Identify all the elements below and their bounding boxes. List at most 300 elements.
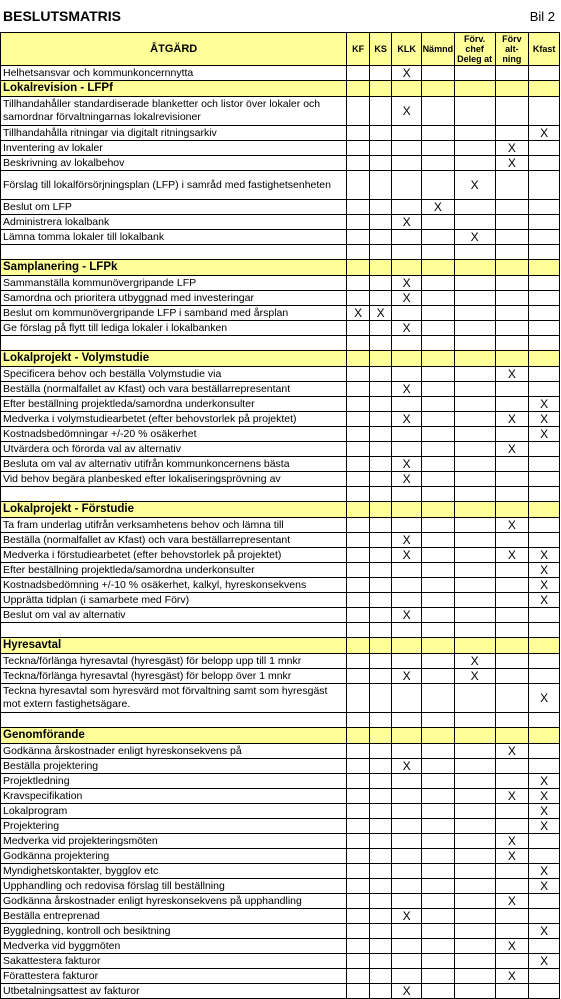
mark-cell xyxy=(347,156,369,171)
col-header-klk: KLK xyxy=(392,33,422,66)
mark-cell xyxy=(454,442,495,457)
mark-cell xyxy=(529,518,560,533)
mark-cell xyxy=(421,984,454,999)
spacer-cell xyxy=(421,713,454,728)
table-row xyxy=(1,909,560,924)
mark-cell xyxy=(529,276,560,291)
mark-cell xyxy=(369,954,391,969)
spacer-cell xyxy=(454,245,495,260)
spacer-row xyxy=(1,713,560,728)
x-mark: X xyxy=(402,547,411,562)
mark-cell xyxy=(421,276,454,291)
mark-cell xyxy=(421,789,454,804)
section-cell xyxy=(454,351,495,367)
mark-cell xyxy=(421,894,454,909)
mark-cell xyxy=(421,669,454,684)
action-cell: Medverka i förstudiearbetet (efter behovstorlek på projektet) xyxy=(1,548,347,563)
action-cell: Samordna och prioritera utbyggnad med investeringar xyxy=(1,291,347,306)
mark-cell xyxy=(454,306,495,321)
mark-cell xyxy=(495,593,529,608)
mark-cell xyxy=(529,141,560,156)
section-cell xyxy=(392,351,422,367)
x-mark: X xyxy=(402,290,411,305)
action-cell: Upprätta tidplan (i samarbete med Förv) xyxy=(1,593,347,608)
mark-cell xyxy=(454,804,495,819)
section-title: Lokalprojekt - Förstudie xyxy=(1,502,347,518)
table-row xyxy=(1,367,560,382)
mark-cell xyxy=(347,939,369,954)
x-mark: X xyxy=(507,155,516,170)
action-cell: Medverka vid projekteringsmöten xyxy=(1,834,347,849)
mark-cell xyxy=(347,608,369,623)
table-row xyxy=(1,593,560,608)
section-cell xyxy=(529,728,560,744)
mark-cell xyxy=(369,969,391,984)
mark-cell xyxy=(529,608,560,623)
mark-cell xyxy=(529,367,560,382)
mark-cell xyxy=(454,472,495,487)
section-cell xyxy=(369,638,391,654)
mark-cell xyxy=(392,321,422,336)
mark-cell xyxy=(347,834,369,849)
header-row xyxy=(1,33,560,66)
mark-cell xyxy=(495,382,529,397)
spacer-cell xyxy=(421,336,454,351)
section-cell xyxy=(454,260,495,276)
table-row xyxy=(1,684,560,713)
table-row xyxy=(1,291,560,306)
mark-cell xyxy=(369,382,391,397)
mark-cell xyxy=(369,894,391,909)
x-mark: X xyxy=(507,411,516,426)
table-row xyxy=(1,669,560,684)
mark-cell xyxy=(495,457,529,472)
mark-cell xyxy=(369,518,391,533)
mark-cell xyxy=(495,759,529,774)
mark-cell xyxy=(495,894,529,909)
table-row xyxy=(1,954,560,969)
mark-cell xyxy=(347,97,369,126)
x-mark: X xyxy=(540,788,549,803)
spacer-cell xyxy=(369,623,391,638)
spacer-cell xyxy=(454,336,495,351)
mark-cell xyxy=(421,442,454,457)
table-row xyxy=(1,744,560,759)
mark-cell xyxy=(454,654,495,669)
spacer-cell xyxy=(1,623,347,638)
mark-cell xyxy=(347,789,369,804)
spacer-cell xyxy=(347,713,369,728)
mark-cell xyxy=(392,126,422,141)
table-row xyxy=(1,759,560,774)
mark-cell xyxy=(347,276,369,291)
x-mark: X xyxy=(507,788,516,803)
mark-cell xyxy=(495,744,529,759)
action-cell: Beställa entreprenad xyxy=(1,909,347,924)
mark-cell xyxy=(454,200,495,215)
x-mark: X xyxy=(507,547,516,562)
mark-cell xyxy=(369,97,391,126)
mark-cell xyxy=(454,126,495,141)
spacer-cell xyxy=(454,713,495,728)
mark-cell xyxy=(369,669,391,684)
mark-cell xyxy=(495,939,529,954)
col-header-kf: KF xyxy=(347,33,369,66)
section-header-row xyxy=(1,260,560,276)
table-row xyxy=(1,472,560,487)
spacer-cell xyxy=(392,623,422,638)
x-mark: X xyxy=(540,125,549,140)
mark-cell xyxy=(347,367,369,382)
table-row xyxy=(1,200,560,215)
section-cell xyxy=(495,728,529,744)
section-cell xyxy=(529,638,560,654)
mark-cell xyxy=(392,774,422,789)
spacer-cell xyxy=(495,713,529,728)
spacer-row xyxy=(1,336,560,351)
x-mark: X xyxy=(470,668,479,683)
mark-cell xyxy=(369,578,391,593)
action-cell: Förslag till lokalförsörjningsplan (LFP) i samråd med fastighetsenheten xyxy=(1,171,347,200)
x-mark: X xyxy=(540,562,549,577)
mark-cell xyxy=(392,141,422,156)
mark-cell xyxy=(421,578,454,593)
spacer-cell xyxy=(369,245,391,260)
x-mark: X xyxy=(540,396,549,411)
mark-cell xyxy=(421,156,454,171)
mark-cell xyxy=(529,954,560,969)
mark-cell xyxy=(347,321,369,336)
mark-cell xyxy=(454,548,495,563)
action-cell: Upphandling och redovisa förslag till beställning xyxy=(1,879,347,894)
action-cell: Byggledning, kontroll och besiktning xyxy=(1,924,347,939)
action-cell: Inventering av lokaler xyxy=(1,141,347,156)
action-cell: Kostnadsbedömning +/-10 % osäkerhet, kalkyl, hyreskonsekvens xyxy=(1,578,347,593)
mark-cell xyxy=(392,593,422,608)
spacer-cell xyxy=(421,487,454,502)
action-cell: Kravspecifikation xyxy=(1,789,347,804)
action-cell: Medverka i volymstudiearbetet (efter behovstorlek på projektet) xyxy=(1,412,347,427)
mark-cell xyxy=(347,909,369,924)
mark-cell xyxy=(392,276,422,291)
mark-cell xyxy=(369,654,391,669)
section-cell xyxy=(392,81,422,97)
x-mark: X xyxy=(507,848,516,863)
mark-cell xyxy=(421,321,454,336)
mark-cell xyxy=(369,230,391,245)
x-mark: X xyxy=(540,923,549,938)
mark-cell xyxy=(369,397,391,412)
mark-cell xyxy=(421,171,454,200)
mark-cell xyxy=(495,654,529,669)
mark-cell xyxy=(495,276,529,291)
table-row xyxy=(1,141,560,156)
action-cell: Förattestera fakturor xyxy=(1,969,347,984)
mark-cell xyxy=(454,382,495,397)
action-cell: Lämna tomma lokaler till lokalbank xyxy=(1,230,347,245)
mark-cell xyxy=(495,230,529,245)
mark-cell xyxy=(495,984,529,999)
mark-cell xyxy=(392,684,422,713)
mark-cell xyxy=(392,66,422,81)
spacer-row xyxy=(1,623,560,638)
mark-cell xyxy=(495,200,529,215)
mark-cell xyxy=(369,533,391,548)
x-mark: X xyxy=(507,743,516,758)
mark-cell xyxy=(392,954,422,969)
action-cell: Godkänna årskostnader enligt hyreskonsekvens på xyxy=(1,744,347,759)
action-cell: Myndighetskontakter, bygglov etc xyxy=(1,864,347,879)
mark-cell xyxy=(454,608,495,623)
mark-cell xyxy=(495,819,529,834)
mark-cell xyxy=(495,563,529,578)
mark-cell xyxy=(392,789,422,804)
mark-cell xyxy=(454,156,495,171)
mark-cell xyxy=(495,864,529,879)
mark-cell xyxy=(392,156,422,171)
mark-cell xyxy=(421,200,454,215)
spacer-cell xyxy=(495,336,529,351)
mark-cell xyxy=(347,442,369,457)
section-cell xyxy=(347,502,369,518)
table-row xyxy=(1,879,560,894)
spacer-cell xyxy=(1,336,347,351)
mark-cell xyxy=(454,276,495,291)
mark-cell xyxy=(495,548,529,563)
mark-cell xyxy=(347,744,369,759)
mark-cell xyxy=(421,774,454,789)
mark-cell xyxy=(495,684,529,713)
mark-cell xyxy=(529,984,560,999)
mark-cell xyxy=(495,849,529,864)
mark-cell xyxy=(529,864,560,879)
mark-cell xyxy=(495,412,529,427)
section-cell xyxy=(421,728,454,744)
mark-cell xyxy=(369,472,391,487)
section-cell xyxy=(347,81,369,97)
mark-cell xyxy=(392,548,422,563)
mark-cell xyxy=(495,804,529,819)
mark-cell xyxy=(529,924,560,939)
x-mark: X xyxy=(507,517,516,532)
action-cell: Efter beställning projektleda/samordna underkonsulter xyxy=(1,563,347,578)
table-row xyxy=(1,548,560,563)
action-cell: Tillhandahålla ritningar via digitalt ritningsarkiv xyxy=(1,126,347,141)
mark-cell xyxy=(369,744,391,759)
table-row xyxy=(1,97,560,126)
x-mark: X xyxy=(402,456,411,471)
mark-cell xyxy=(347,382,369,397)
action-cell: Helhetsansvar och kommunkoncernnytta xyxy=(1,66,347,81)
document-title: BESLUTSMATRIS xyxy=(3,8,121,24)
section-cell xyxy=(369,81,391,97)
table-row xyxy=(1,849,560,864)
mark-cell xyxy=(392,215,422,230)
mark-cell xyxy=(369,563,391,578)
mark-cell xyxy=(529,215,560,230)
section-cell xyxy=(369,260,391,276)
mark-cell xyxy=(529,533,560,548)
mark-cell xyxy=(495,321,529,336)
mark-cell xyxy=(392,427,422,442)
mark-cell xyxy=(495,291,529,306)
table-row xyxy=(1,939,560,954)
action-cell: Godkänna projektering xyxy=(1,849,347,864)
col-header-namnd: Nämnd xyxy=(421,33,454,66)
mark-cell xyxy=(421,924,454,939)
mark-cell xyxy=(529,654,560,669)
mark-cell xyxy=(529,578,560,593)
action-cell: Kostnadsbedömningar +/-20 % osäkerhet xyxy=(1,427,347,442)
spacer-cell xyxy=(454,487,495,502)
mark-cell xyxy=(421,215,454,230)
decision-matrix xyxy=(0,32,560,999)
action-cell: Beslut om val av alternativ xyxy=(1,608,347,623)
action-cell: Specificera behov och beställa Volymstudie via xyxy=(1,367,347,382)
mark-cell xyxy=(347,533,369,548)
spacer-cell xyxy=(347,245,369,260)
mark-cell xyxy=(347,578,369,593)
mark-cell xyxy=(454,669,495,684)
mark-cell xyxy=(495,141,529,156)
x-mark: X xyxy=(540,547,549,562)
section-cell xyxy=(529,81,560,97)
mark-cell xyxy=(347,306,369,321)
mark-cell xyxy=(369,834,391,849)
mark-cell xyxy=(392,442,422,457)
mark-cell xyxy=(454,291,495,306)
mark-cell xyxy=(392,457,422,472)
mark-cell xyxy=(392,533,422,548)
col-header-ks: KS xyxy=(369,33,391,66)
section-cell xyxy=(421,260,454,276)
action-cell: Beställa (normalfallet av Kfast) och vara beställarrepresentant xyxy=(1,533,347,548)
section-cell xyxy=(495,81,529,97)
mark-cell xyxy=(495,879,529,894)
mark-cell xyxy=(454,533,495,548)
spacer-cell xyxy=(392,245,422,260)
mark-cell xyxy=(495,909,529,924)
mark-cell xyxy=(369,200,391,215)
mark-cell xyxy=(454,954,495,969)
action-cell: Beställa projektering xyxy=(1,759,347,774)
mark-cell xyxy=(347,924,369,939)
section-cell xyxy=(495,502,529,518)
x-mark: X xyxy=(402,758,411,773)
mark-cell xyxy=(529,66,560,81)
mark-cell xyxy=(392,306,422,321)
mark-cell xyxy=(369,608,391,623)
section-cell xyxy=(495,260,529,276)
mark-cell xyxy=(347,126,369,141)
x-mark: X xyxy=(402,607,411,622)
mark-cell xyxy=(529,442,560,457)
mark-cell xyxy=(529,382,560,397)
x-mark: X xyxy=(376,305,385,320)
mark-cell xyxy=(495,518,529,533)
mark-cell xyxy=(529,412,560,427)
x-mark: X xyxy=(402,983,411,998)
mark-cell xyxy=(392,879,422,894)
x-mark: X xyxy=(507,833,516,848)
mark-cell xyxy=(529,171,560,200)
action-cell: Ge förslag på flytt till lediga lokaler i lokalbanken xyxy=(1,321,347,336)
x-mark: X xyxy=(540,592,549,607)
table-row xyxy=(1,969,560,984)
section-cell xyxy=(392,260,422,276)
x-mark: X xyxy=(470,229,479,244)
mark-cell xyxy=(529,744,560,759)
table-row xyxy=(1,397,560,412)
mark-cell xyxy=(421,412,454,427)
col-header-forvaltning: Förv alt- ning xyxy=(495,33,529,66)
spacer-cell xyxy=(392,336,422,351)
mark-cell xyxy=(369,367,391,382)
section-title: Genomförande xyxy=(1,728,347,744)
mark-cell xyxy=(529,759,560,774)
spacer-cell xyxy=(347,487,369,502)
mark-cell xyxy=(454,397,495,412)
action-cell: Besluta om val av alternativ utifrån kommunkoncernens bästa xyxy=(1,457,347,472)
mark-cell xyxy=(421,367,454,382)
x-mark: X xyxy=(540,818,549,833)
x-mark: X xyxy=(507,366,516,381)
mark-cell xyxy=(347,397,369,412)
mark-cell xyxy=(454,230,495,245)
action-cell: Beställa (normalfallet av Kfast) och vara beställarrepresentant xyxy=(1,382,347,397)
mark-cell xyxy=(495,774,529,789)
mark-cell xyxy=(454,578,495,593)
mark-cell xyxy=(369,684,391,713)
mark-cell xyxy=(392,382,422,397)
section-cell xyxy=(421,638,454,654)
mark-cell xyxy=(347,518,369,533)
mark-cell xyxy=(347,654,369,669)
mark-cell xyxy=(529,894,560,909)
spacer-cell xyxy=(369,336,391,351)
mark-cell xyxy=(369,819,391,834)
mark-cell xyxy=(529,774,560,789)
mark-cell xyxy=(495,789,529,804)
mark-cell xyxy=(392,518,422,533)
mark-cell xyxy=(369,924,391,939)
mark-cell xyxy=(392,367,422,382)
spacer-cell xyxy=(369,487,391,502)
table-row xyxy=(1,156,560,171)
mark-cell xyxy=(495,954,529,969)
section-header-row xyxy=(1,351,560,367)
mark-cell xyxy=(421,306,454,321)
section-title: Samplanering - LFPk xyxy=(1,260,347,276)
x-mark: X xyxy=(540,690,549,705)
mark-cell xyxy=(392,744,422,759)
mark-cell xyxy=(392,834,422,849)
x-mark: X xyxy=(540,773,549,788)
mark-cell xyxy=(529,969,560,984)
x-mark: X xyxy=(470,653,479,668)
action-cell: Vid behov begära planbesked efter lokaliseringsprövning av xyxy=(1,472,347,487)
mark-cell xyxy=(421,457,454,472)
col-header-kfast: Kfast xyxy=(529,33,560,66)
section-cell xyxy=(369,351,391,367)
mark-cell xyxy=(454,97,495,126)
mark-cell xyxy=(454,744,495,759)
mark-cell xyxy=(495,608,529,623)
section-cell xyxy=(529,260,560,276)
mark-cell xyxy=(369,789,391,804)
mark-cell xyxy=(347,894,369,909)
action-cell: Utbetalningsattest av fakturor xyxy=(1,984,347,999)
